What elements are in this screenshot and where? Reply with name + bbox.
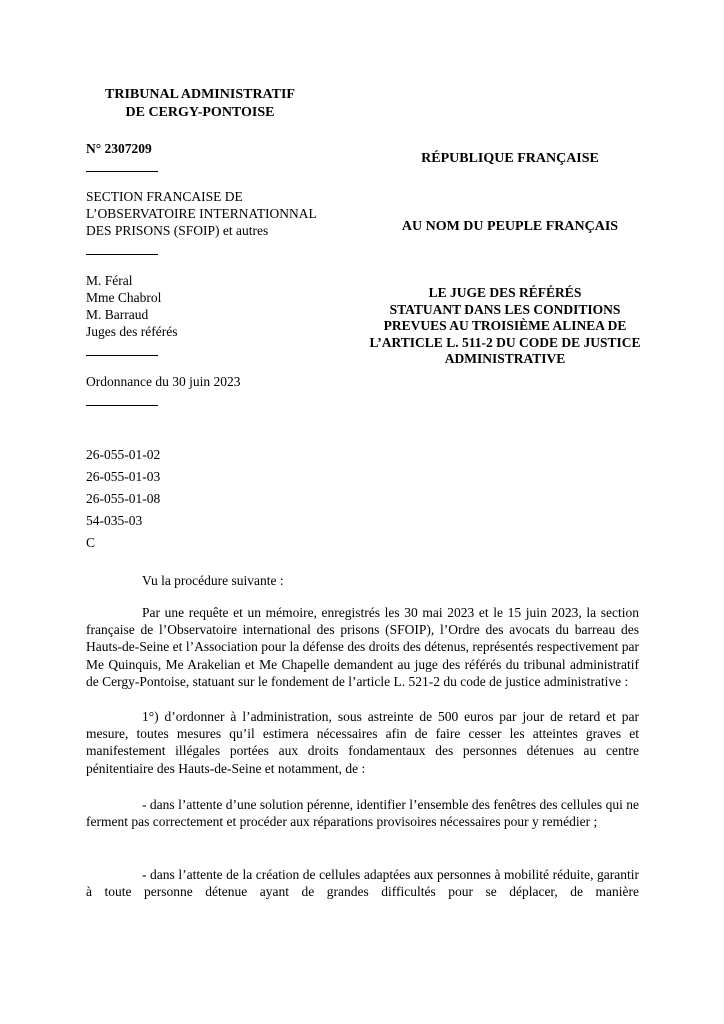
judge-title-line: PREVUES AU TROISIÈME ALINEA DE <box>383 318 627 333</box>
court-name <box>70 86 330 122</box>
case-number: N° 2307209 <box>86 141 152 156</box>
judges-role: Juges des référés <box>86 324 178 339</box>
judge-title-block <box>330 285 680 368</box>
judge-name: M. Barraud <box>86 307 149 322</box>
parties-line: DES PRISONS (SFOIP) et autres <box>86 223 269 238</box>
classification-code: 26-055-01-08 <box>86 491 161 506</box>
body-paragraph: - dans l’attente d’une solution pérenne, identifier l’ensemble des fenêtres des cellules qui ne ferment pas correctement et procéder aux réparations provisoires nécessaires pour y remédier ; <box>86 797 639 830</box>
court-name-line1: TRIBUNAL ADMINISTRATIF <box>105 87 295 102</box>
judge-title-line: LE JUGE DES RÉFÉRÉS <box>428 285 582 300</box>
judge-title-line: L’ARTICLE L. 511-2 DU CODE DE JUSTICE <box>369 334 641 350</box>
divider <box>86 405 158 406</box>
court-name-line2: DE CERGY-PONTOISE <box>125 105 275 120</box>
body-paragraph: - dans l’attente de la création de cellules adaptées aux personnes à mobilité réduite, garantir à toute personne détenue ayant de grandes difficultés pour se déplacer, de manière <box>86 867 639 900</box>
procedure-intro: Vu la procédure suivante : <box>142 573 284 588</box>
divider <box>86 355 158 356</box>
parties-line: L’OBSERVATOIRE INTERNATIONNAL <box>86 206 317 221</box>
body-paragraph: 1°) d’ordonner à l’administration, sous astreinte de 500 euros par jour de retard et par mesure, toutes mesures qu’il estimera nécessaires afin de faire cesser les atteintes graves et manifestement illégales portées aux droits fondamentaux des personnes détenues au centre pénitentiaire des Hauts-de-Seine et notamment, de : <box>86 709 639 776</box>
republic-heading: RÉPUBLIQUE FRANÇAISE <box>421 151 599 166</box>
parties-block <box>86 188 317 239</box>
ordonnance-date: Ordonnance du 30 juin 2023 <box>86 374 241 389</box>
parties-line: SECTION FRANCAISE DE <box>86 189 243 204</box>
classification-code: 54-035-03 <box>86 513 143 528</box>
classification-code: C <box>86 535 96 550</box>
peuple-heading: AU NOM DU PEUPLE FRANÇAIS <box>401 219 619 234</box>
classification-codes <box>86 444 160 554</box>
classification-code: 26-055-01-03 <box>86 469 161 484</box>
body-paragraph: Par une requête et un mémoire, enregistrés les 30 mai 2023 et le 15 juin 2023, la section française de l’Observatoire international des prisons (SFOIP), l’Ordre des avocats du barreau des Hauts-de-Seine et l’Association pour la défense des droits des détenus, représentés respectivement par Me Quinquis, Me Arakelian et Me Chapelle demandent au juge des référés du tribunal administratif de Cergy-Pontoise, statuant sur le fondement de l’article L. 521-2 du code de justice administrative : <box>86 605 639 689</box>
judges-block <box>86 272 177 340</box>
judge-name: Mme Chabrol <box>86 290 162 305</box>
judge-title-line: STATUANT DANS LES CONDITIONS <box>389 301 621 317</box>
judge-title-line: ADMINISTRATIVE <box>444 351 566 366</box>
divider <box>86 171 158 172</box>
judge-name: M. Féral <box>86 273 133 288</box>
classification-code: 26-055-01-02 <box>86 447 161 462</box>
divider <box>86 254 158 255</box>
